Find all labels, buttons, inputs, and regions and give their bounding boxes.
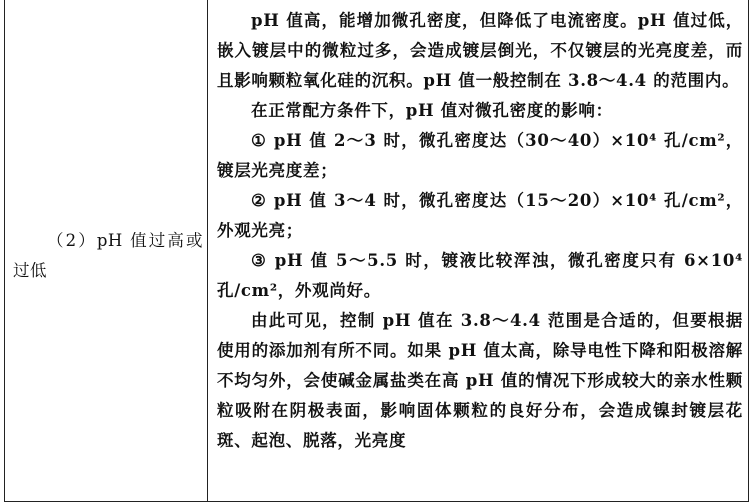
paragraph-conclusion: 由此可见，控制 pH 值在 3.8～4.4 范围是合适的，但要根据使用的添加剂有所不同。如果 pH 值太高，除导电性下降和阳极溶解不均匀外，会使碱金属盐类在高 pH 值的情况下形成较大的亲水性颗粒吸附在阴极表面，影响固体颗粒的良好分布，会造成镍封镀层花斑、起泡、脱落，光亮度	[217, 311, 743, 450]
column-divider	[207, 0, 208, 501]
paragraph-item-3: ③ pH 值 5～5.5 时，镀液比较浑浊，微孔密度只有 6×10⁴ 孔/cm²，外观尚好。	[217, 251, 743, 300]
paragraph-item-1: ① pH 值 2～3 时，微孔密度达（30～40）×10⁴ 孔/cm²，镀层光亮度差；	[217, 131, 743, 180]
left-cell	[5, 0, 207, 501]
paragraph-influence-heading: 在正常配方条件下，pH 值对微孔密度的影响：	[251, 101, 613, 120]
row-label: （2）pH 值过高或过低	[13, 231, 203, 280]
paragraph-item-2: ② pH 值 3～4 时，微孔密度达（15～20）×10⁴ 孔/cm²，外观光亮；	[217, 191, 743, 240]
right-cell	[217, 6, 743, 456]
paragraph-intro: pH 值高，能增加微孔密度，但降低了电流密度。pH 值过低，嵌入镀层中的微粒过多，会造成镀层倒光，不仅镀层的光亮度差，而且影响颗粒氧化硅的沉积。pH 值一般控制在 3.8～4.4 的范围内。	[217, 11, 743, 90]
content-table	[4, 0, 749, 502]
